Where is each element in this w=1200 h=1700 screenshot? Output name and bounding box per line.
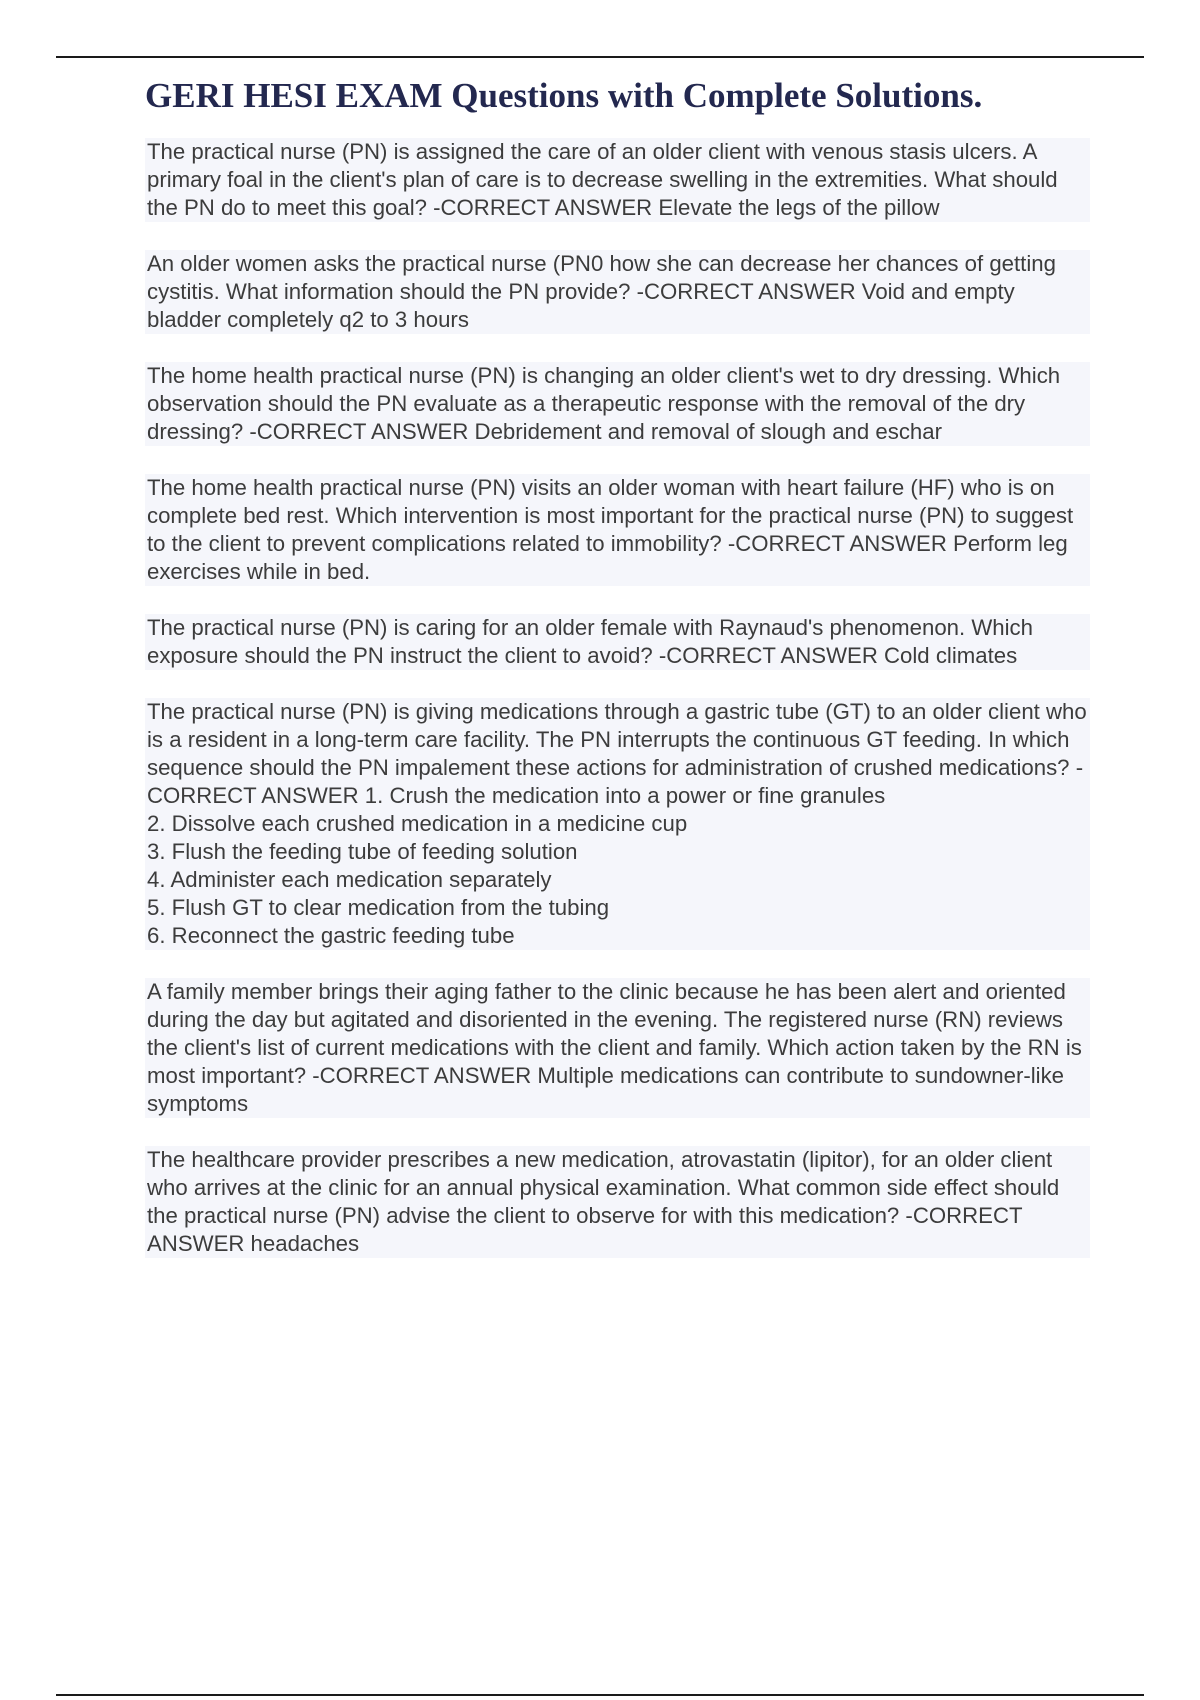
qa-text: The home health practical nurse (PN) is changing an older client's wet to dry dressing. Which observation should the PN evaluate as a therapeutic response with the removal of the dry dressing? -CORRECT ANSWER Debridement and removal of slough and eschar [147, 363, 1061, 444]
qa-text: An older women asks the practical nurse (PN0 how she can decrease her chances of getting cystitis. What information should the PN provide? -CORRECT ANSWER Void and empty bladder completely q2 to 3 hours [147, 251, 1056, 332]
qa-item-6 [145, 698, 1090, 950]
answer-step: 5. Flush GT to clear medication from the tubing [147, 895, 610, 920]
qa-text: The practical nurse (PN) is giving medications through a gastric tube (GT) to an older client who is a resident in a long-term care facility. The PN interrupts the continuous GT feeding. In which sequence should the PN impalement these actions for administration of crushed medications? -CORRECT ANSWER 1. Crush the medication into a power or fine granules [147, 699, 1087, 808]
top-rule [56, 56, 1144, 58]
qa-item-2 [145, 250, 1090, 334]
bottom-rule [56, 1694, 1144, 1696]
answer-steps [147, 810, 1088, 950]
qa-text: The home health practical nurse (PN) visits an older woman with heart failure (HF) who is on complete bed rest. Which intervention is most important for the practical nurse (PN) to suggest to the client to prevent complications related to immobility? -CORRECT ANSWER Perform leg exercises while in bed. [147, 475, 1074, 584]
qa-text: The practical nurse (PN) is caring for an older female with Raynaud's phenomenon. Which exposure should the PN instruct the client to avoid? -CORRECT ANSWER Cold climates [147, 615, 1033, 668]
qa-text: The healthcare provider prescribes a new medication, atrovastatin (lipitor), for an older client who arrives at the clinic for an annual physical examination. What common side effect should the practical nurse (PN) advise the client to observe for with this medication? -CORRECT ANSWER headaches [147, 1147, 1060, 1256]
page-title: GERI HESI EXAM Questions with Complete Solutions. [145, 76, 983, 115]
qa-text: The practical nurse (PN) is assigned the care of an older client with venous stasis ulcers. A primary foal in the client's plan of care is to decrease swelling in the extremities. What should the PN do to meet this goal? -CORRECT ANSWER Elevate the legs of the pillow [147, 139, 1058, 220]
answer-step: 2. Dissolve each crushed medication in a medicine cup [147, 811, 688, 836]
qa-item-7 [145, 978, 1090, 1118]
qa-text: A family member brings their aging father to the clinic because he has been alert and oriented during the day but agitated and disoriented in the evening. The registered nurse (RN) reviews the client's list of current medications with the client and family. Which action taken by the RN is most important? -CORRECT ANSWER Multiple medications can contribute to sundowner-like symptoms [147, 979, 1082, 1116]
answer-step: 4. Administer each medication separately [147, 867, 552, 892]
qa-item-4 [145, 474, 1090, 586]
qa-item-8 [145, 1146, 1090, 1258]
answer-step: 3. Flush the feeding tube of feeding solution [147, 839, 578, 864]
qa-item-5 [145, 614, 1090, 670]
qa-item-3 [145, 362, 1090, 446]
document-body [145, 74, 1090, 1286]
qa-item-1 [145, 138, 1090, 222]
answer-step: 6. Reconnect the gastric feeding tube [147, 923, 515, 948]
